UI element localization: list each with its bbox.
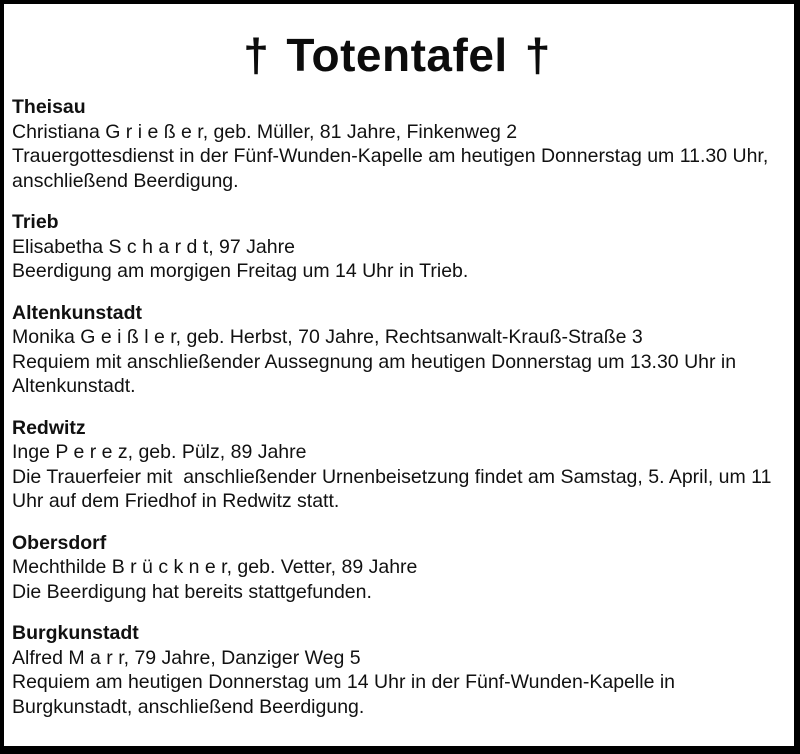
notice-line: Trauergottesdienst in der Fünf-Wunden-Kapelle am heutigen Donnerstag um 11.30 Uhr, (12, 145, 769, 167)
person-line: Monika G e i ß l e r, geb. Herbst, 70 Jahre, Rechtsanwalt-Krauß-Straße 3 (12, 326, 643, 348)
cross-icon: † (524, 29, 551, 81)
notice-line: Altenkunstadt. (12, 375, 136, 397)
town-heading: Trieb (12, 211, 59, 233)
obituary-section-6 (12, 621, 782, 719)
obituary-section-5 (12, 531, 782, 605)
town-heading: Theisau (12, 96, 86, 118)
obituary-section-3 (12, 301, 782, 399)
notice-line: Burgkunstadt, anschließend Beerdigung. (12, 695, 365, 718)
obituary-section-2 (12, 210, 782, 284)
town-heading: Burgkunstadt (12, 622, 139, 644)
person-line: Mechthilde B r ü c k n e r, geb. Vetter, 89 Jahre (12, 556, 418, 578)
obituary-section-1 (12, 95, 782, 193)
title-text: Totentafel (286, 29, 508, 81)
person-line: Christiana G r i e ß e r, geb. Müller, 81 Jahre, Finkenweg 2 (12, 120, 518, 143)
notice-line: Die Trauerfeier mit anschließender Urnenbeisetzung findet am Samstag, 5. April, um 11 (12, 465, 772, 488)
notice-line: Beerdigung am morgigen Freitag um 14 Uhr in Trieb. (12, 260, 469, 282)
notice-line: Die Beerdigung hat bereits stattgefunden. (12, 580, 372, 603)
town-heading: Obersdorf (12, 531, 107, 554)
person-line: Inge P e r e z, geb. Pülz, 89 Jahre (12, 441, 307, 463)
cross-icon: † (243, 29, 270, 81)
person-line: Elisabetha S c h a r d t, 97 Jahre (12, 235, 295, 258)
notice-line: anschließend Beerdigung. (12, 169, 239, 192)
obituary-section-4 (12, 416, 782, 514)
notice-line: Requiem mit anschließender Aussegnung am heutigen Donnerstag um 13.30 Uhr in (12, 350, 737, 373)
page-title (12, 30, 782, 81)
town-heading: Redwitz (12, 416, 86, 439)
town-heading: Altenkunstadt (12, 301, 143, 324)
notice-line: Requiem am heutigen Donnerstag um 14 Uhr in der Fünf-Wunden-Kapelle in (12, 671, 676, 693)
person-line: Alfred M a r r, 79 Jahre, Danziger Weg 5 (12, 646, 361, 669)
notice-line: Uhr auf dem Friedhof in Redwitz statt. (12, 490, 340, 512)
